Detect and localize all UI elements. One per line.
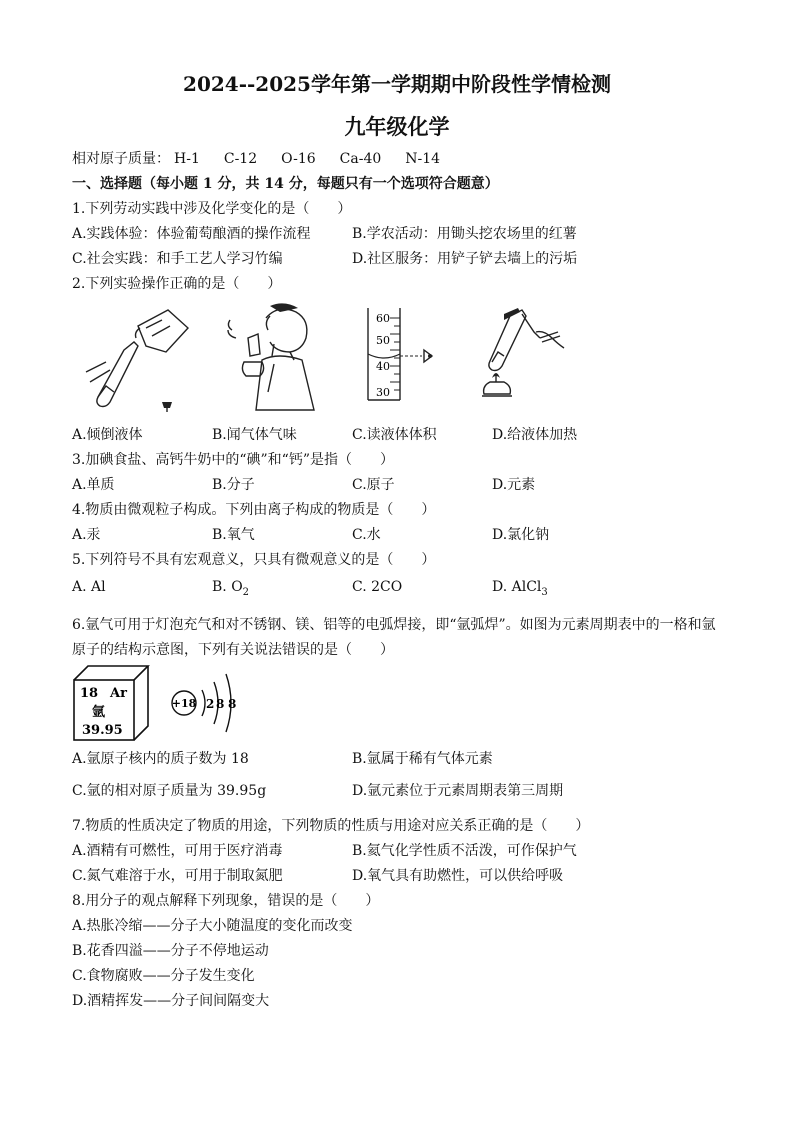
q1-option-d: D.社区服务：用铲子铲去墙上的污垢	[352, 251, 578, 267]
q5-stem: 5.下列符号不具有宏观意义，只具有微观意义的是（ ）	[72, 552, 436, 568]
q2-option-b: B.闻气体气味	[212, 427, 297, 443]
q8-option-d: D.酒精挥发——分子间间隔变大	[72, 993, 270, 1009]
atomic-mass-label: 相对原子质量：	[72, 151, 170, 167]
q3-stem: 3.加碘食盐、高钙牛奶中的“碘”和“钙”是指（ ）	[72, 452, 394, 468]
shell-2-electrons: 8	[216, 697, 225, 711]
q8-option-b: B.花香四溢——分子不停地运动	[72, 943, 269, 959]
q5-option-b-subscript: 2	[242, 586, 250, 598]
q3-option-a: A.单质	[72, 477, 115, 493]
q4-option-b: B.氧气	[212, 527, 255, 543]
exam-subtitle: 九年级化学	[344, 114, 450, 139]
q5-option-b-text: B. O	[212, 579, 243, 595]
q3-option-c: C.原子	[352, 477, 395, 493]
q7-option-a: A.酒精有可燃性，可用于医疗消毒	[72, 843, 283, 859]
cell-element-name: 氩	[92, 705, 106, 720]
graduated-cylinder-figure	[360, 306, 460, 402]
q4-option-c: C.水	[352, 527, 381, 543]
q8-stem: 8.用分子的观点解释下列现象，错误的是（ ）	[72, 893, 380, 909]
q1-option-b: B.学农活动：用锄头挖农场里的红薯	[352, 226, 577, 242]
q1-stem: 1.下列劳动实践中涉及化学变化的是（ ）	[72, 201, 352, 217]
q6-option-c: C.氩的相对原子质量为 39.95g	[72, 783, 267, 799]
nucleus-charge: +18	[171, 697, 197, 710]
q3-option-d: D.元素	[492, 477, 536, 493]
q7-stem: 7.物质的性质决定了物质的用途，下列物质的性质与用途对应关系正确的是（ ）	[72, 818, 590, 834]
cylinder-tick-30: 30	[376, 386, 390, 399]
q6-stem-line2: 原子的结构示意图，下列有关说法错误的是（ ）	[72, 642, 394, 658]
pouring-liquid-figure	[76, 302, 196, 414]
atomic-structure-diagram	[166, 670, 246, 734]
cell-atomic-number: 18	[80, 686, 99, 701]
heating-liquid-figure	[474, 302, 578, 406]
q4-option-d: D.氯化钠	[492, 527, 550, 543]
q5-option-b	[212, 579, 249, 598]
q6-option-d: D.氩元素位于元素周期表第三周期	[352, 783, 564, 799]
q7-option-d: D.氧气具有助燃性，可以供给呼吸	[352, 868, 564, 884]
shell-1-electrons: 2	[206, 697, 215, 711]
cell-element-symbol: Ar	[110, 686, 127, 701]
q6-option-b: B.氩属于稀有气体元素	[352, 751, 493, 767]
atomic-mass-o: O-16	[281, 151, 316, 167]
cylinder-tick-50: 50	[376, 334, 390, 347]
q2-option-a: A.倾倒液体	[72, 427, 143, 443]
q7-option-c: C.氮气难溶于水，可用于制取氮肥	[72, 868, 283, 884]
shell-3-electrons: 8	[228, 697, 237, 711]
q2-stem: 2.下列实验操作正确的是（ ）	[72, 276, 282, 292]
q4-stem: 4.物质由微观粒子构成。下列由离子构成的物质是（ ）	[72, 502, 436, 518]
atomic-mass-h: H-1	[174, 151, 200, 167]
q1-option-a: A.实践体验：体验葡萄酿酒的操作流程	[72, 226, 311, 242]
q8-option-a: A.热胀冷缩——分子大小随温度的变化而改变	[72, 918, 353, 934]
q4-option-a: A.汞	[72, 527, 101, 543]
q5-option-d	[492, 579, 548, 598]
q7-option-b: B.氦气化学性质不活泼，可作保护气	[352, 843, 577, 859]
periodic-table-cell	[72, 664, 152, 742]
atomic-mass-line	[72, 148, 464, 168]
cell-atomic-mass: 39.95	[82, 723, 123, 738]
q5-option-d-subscript: 3	[541, 586, 548, 598]
q3-option-b: B.分子	[212, 477, 255, 493]
q1-option-c: C.社会实践：和手工艺人学习竹编	[72, 251, 283, 267]
cylinder-tick-40: 40	[376, 360, 390, 373]
q6-option-a: A.氩原子核内的质子数为 18	[72, 751, 249, 767]
q5-option-d-text: D. AlCl	[492, 579, 542, 595]
atomic-mass-ca: Ca-40	[339, 151, 382, 167]
q2-option-d: D.给液体加热	[492, 427, 578, 443]
q5-option-c: C. 2CO	[352, 579, 403, 595]
section-heading: 一、选择题（每小题 1 分，共 14 分，每题只有一个选项符合题意）	[72, 176, 499, 192]
exam-title: 2024--2025学年第一学期期中阶段性学情检测	[183, 72, 611, 96]
cylinder-tick-60: 60	[376, 312, 390, 325]
atomic-mass-n: N-14	[405, 151, 441, 167]
q6-stem-line1: 6.氩气可用于灯泡充气和对不锈钢、镁、铝等的电弧焊接，即“氩弧焊”。如图为元素周期表中的一格和氩	[72, 617, 716, 633]
q5-option-a: A. Al	[72, 579, 106, 595]
smelling-gas-figure	[218, 300, 328, 416]
q2-option-c: C.读液体体积	[352, 427, 437, 443]
q8-option-c: C.食物腐败——分子发生变化	[72, 968, 255, 984]
atomic-mass-c: C-12	[223, 151, 258, 167]
